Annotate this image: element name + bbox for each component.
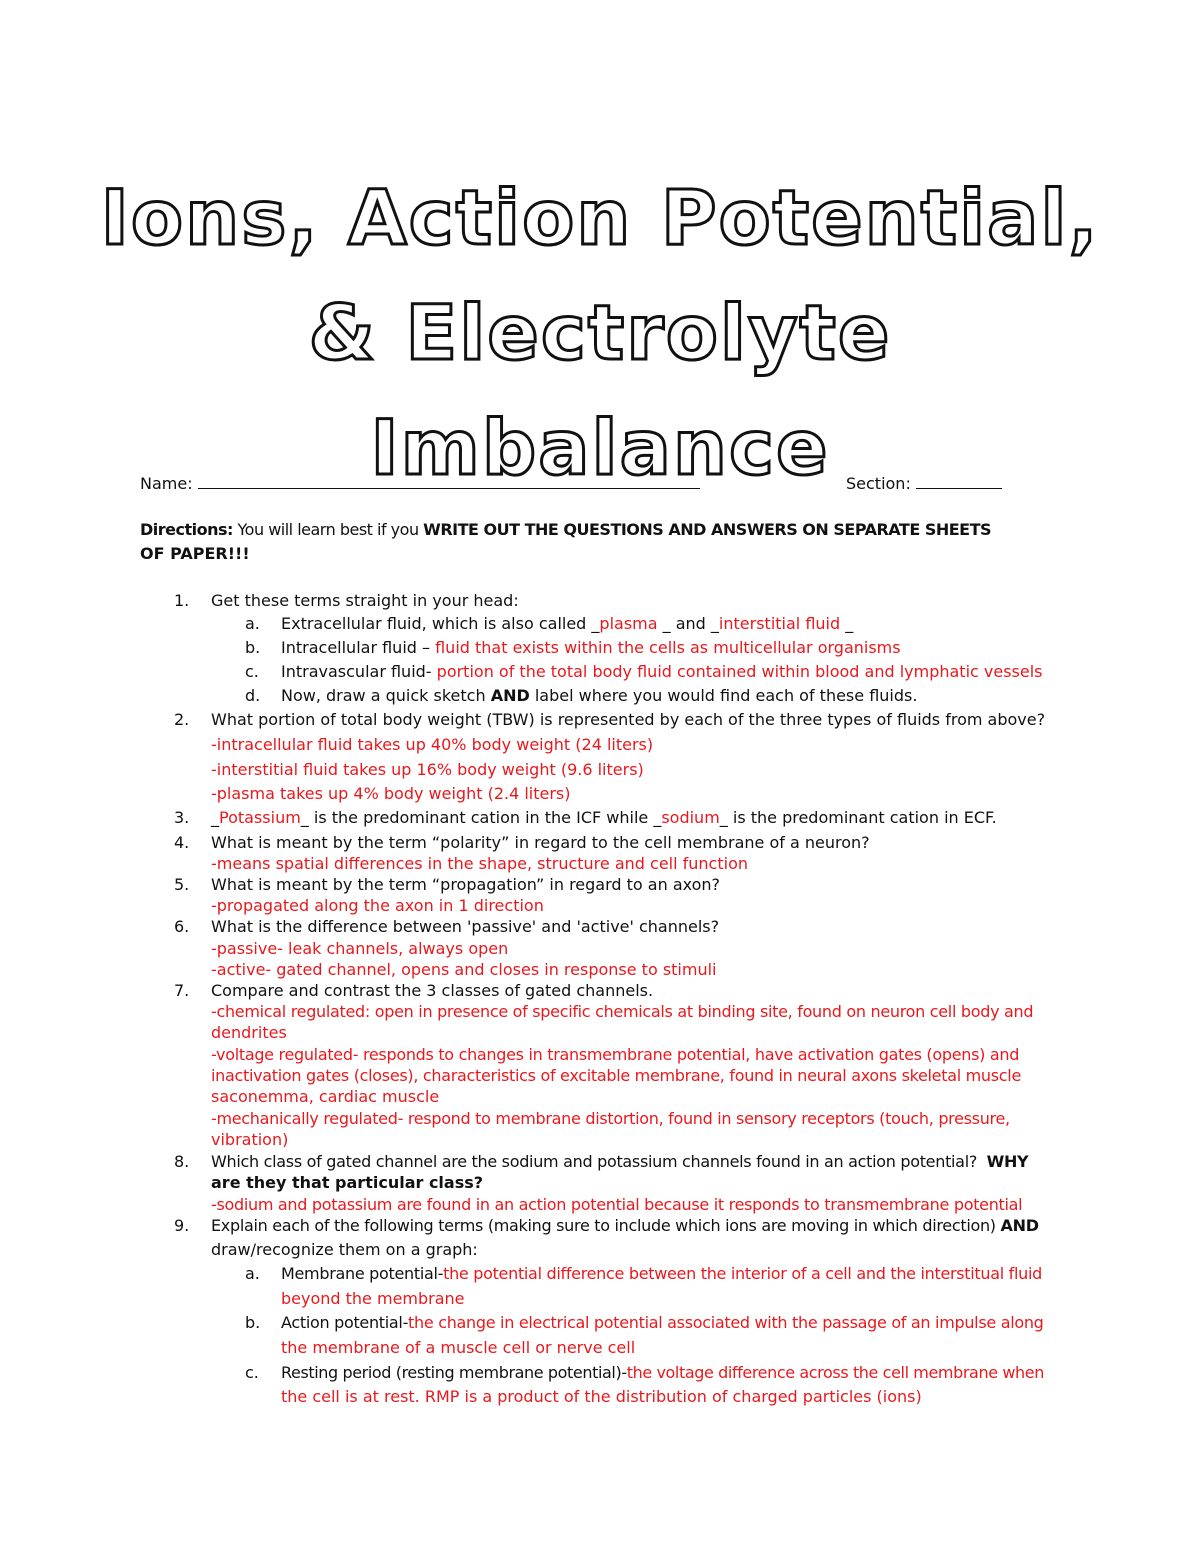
- directions: [140, 520, 991, 540]
- name-field[interactable]: [140, 471, 700, 494]
- q2-answer-3: -plasma takes up 4% body weight (2.4 liters): [211, 784, 571, 803]
- q9c-answer-2: the cell is at rest. RMP is a product of the distribution of charged particles (ions): [281, 1387, 922, 1406]
- q8-item: [211, 1152, 1028, 1172]
- title-line-2: & Electrolyte: [308, 288, 892, 377]
- q7-answer-3a: -mechanically regulated- respond to membrane distortion, found in sensory receptors (touch, pressure,: [211, 1109, 1010, 1128]
- q9a-item: [281, 1264, 1042, 1284]
- q3-answer-1: Potassium: [219, 808, 301, 827]
- q1b-letter: b.: [245, 638, 261, 657]
- q7-answer-1b: dendrites: [211, 1023, 287, 1042]
- q1b-item: [281, 638, 901, 658]
- q7-answer-2c: saconemma, cardiac muscle: [211, 1087, 440, 1106]
- q1d-bold: AND: [490, 686, 530, 705]
- q2-number: 2.: [174, 710, 190, 729]
- q9b-item: [281, 1313, 1044, 1333]
- q7-number: 7.: [174, 981, 190, 1000]
- name-label: Name:: [140, 474, 193, 493]
- q1b-prompt: Intracellular fluid –: [281, 638, 436, 657]
- q9-number: 9.: [174, 1216, 190, 1235]
- q9b-answer-2: the membrane of a muscle cell or nerve cell: [281, 1338, 636, 1357]
- section-field[interactable]: [846, 471, 1002, 494]
- q1b-answer: fluid that exists within the cells as multicellular organisms: [435, 638, 901, 657]
- q5-text: What is meant by the term “propagation” in regard to an axon?: [211, 875, 721, 894]
- q9-text: Explain each of the following terms (making sure to include which ions are moving in which direction): [211, 1216, 996, 1235]
- q1a-answer-2: interstitial fluid: [718, 614, 841, 633]
- q9a-answer-1: the potential difference between the interior of a cell and the interstitual fluid: [443, 1264, 1042, 1283]
- q1c-letter: c.: [245, 662, 259, 681]
- q3-mid: _ is the predominant cation in the ICF while _: [300, 808, 662, 827]
- q1d-item: [281, 686, 917, 706]
- q2-answer-2: -interstitial fluid takes up 16% body weight (9.6 liters): [211, 760, 644, 779]
- q3-answer-2: sodium: [661, 808, 720, 827]
- q2-answer-1: -intracellular fluid takes up 40% body weight (24 liters): [211, 735, 654, 754]
- q6-text: What is the difference between 'passive' and 'active' channels?: [211, 917, 720, 936]
- q1a-item: [281, 614, 853, 634]
- q1a-answer-1: plasma: [599, 614, 658, 633]
- q2-text: What portion of total body weight (TBW) is represented by each of the three types of fluids from above?: [211, 710, 1046, 729]
- q7-answer-2a: -voltage regulated- responds to changes in transmembrane potential, have activation gates (opens) and: [211, 1045, 1020, 1064]
- q1c-answer: portion of the total body fluid contained within blood and lymphatic vessels: [436, 662, 1043, 681]
- q9c-letter: c.: [245, 1363, 259, 1382]
- q9c-item: [281, 1363, 1044, 1383]
- q3-pre: _: [211, 808, 219, 827]
- q7-text: Compare and contrast the 3 classes of gated channels.: [211, 981, 654, 1000]
- q9-item: [211, 1216, 1039, 1236]
- q7-answer-2b: inactivation gates (closes), characteristics of excitable membrane, found in neural axons skeletal muscle: [211, 1066, 1021, 1085]
- q1c-prompt: Intravascular fluid-: [281, 662, 437, 681]
- q7-answer-1a: -chemical regulated: open in presence of specific chemicals at binding site, found on neuron cell body and: [211, 1002, 1034, 1021]
- q1c-item: [281, 662, 1043, 682]
- title-line-3: Imbalance: [370, 403, 830, 492]
- q5-number: 5.: [174, 875, 190, 894]
- q4-answer: -means spatial differences in the shape, structure and cell function: [211, 854, 748, 873]
- name-blank[interactable]: [198, 471, 700, 489]
- q1d-letter: d.: [245, 686, 261, 705]
- q1a-letter: a.: [245, 614, 260, 633]
- directions-emphasis-2: OF PAPER!!!: [140, 544, 250, 563]
- q4-text: What is meant by the term “polarity” in regard to the cell membrane of a neuron?: [211, 833, 870, 852]
- directions-label: Directions:: [140, 520, 233, 539]
- section-label: Section:: [846, 474, 911, 493]
- q8-text: Which class of gated channel are the sodium and potassium channels found in an action potential?: [211, 1152, 978, 1171]
- q5-answer: -propagated along the axon in 1 direction: [211, 896, 544, 915]
- q1d-end: label where you would find each of these fluids.: [529, 686, 918, 705]
- q6-answer-2: -active- gated channel, opens and closes in response to stimuli: [211, 960, 717, 979]
- title-line-1: Ions, Action Potential,: [100, 173, 1100, 262]
- q8-number: 8.: [174, 1152, 190, 1171]
- q1a-mid: _ and _: [657, 614, 719, 633]
- directions-emphasis-1: WRITE OUT THE QUESTIONS AND ANSWERS ON SEPARATE SHEETS: [423, 520, 992, 539]
- q9-bold-and: AND: [1000, 1216, 1039, 1235]
- q9c-prompt: Resting period (resting membrane potential)-: [281, 1363, 627, 1382]
- q9a-letter: a.: [245, 1264, 260, 1283]
- directions-text: You will learn best if you: [237, 520, 419, 539]
- q9b-letter: b.: [245, 1313, 261, 1332]
- q7-answer-3b: vibration): [211, 1130, 289, 1149]
- page-title: [0, 160, 1200, 505]
- q9a-prompt: Membrane potential-: [281, 1264, 444, 1283]
- q1-number: 1.: [174, 591, 190, 610]
- q8-bold-class: are they that particular class?: [211, 1173, 484, 1192]
- q8-bold-why: WHY: [986, 1152, 1029, 1171]
- q1d-prompt: Now, draw a quick sketch: [281, 686, 491, 705]
- q6-number: 6.: [174, 917, 190, 936]
- q9b-prompt: Action potential-: [281, 1313, 409, 1332]
- q9c-answer-1: the voltage difference across the cell membrane when: [626, 1363, 1044, 1382]
- q3-end: _ is the predominant cation in ECF.: [719, 808, 997, 827]
- q3-number: 3.: [174, 808, 190, 827]
- q9-text-2: draw/recognize them on a graph:: [211, 1240, 478, 1259]
- section-blank[interactable]: [916, 471, 1002, 489]
- q1a-end: _: [840, 614, 854, 633]
- q4-number: 4.: [174, 833, 190, 852]
- q6-answer-1: -passive- leak channels, always open: [211, 939, 509, 958]
- q8-answer: -sodium and potassium are found in an action potential because it responds to transmembrane potential: [211, 1195, 1023, 1214]
- q1-text: Get these terms straight in your head:: [211, 591, 519, 610]
- q1a-prompt: Extracellular fluid, which is also called _: [281, 614, 600, 633]
- q3-item: [211, 808, 997, 828]
- q9a-answer-2: beyond the membrane: [281, 1289, 465, 1308]
- q9b-answer-1: the change in electrical potential associated with the passage of an impulse along: [408, 1313, 1044, 1332]
